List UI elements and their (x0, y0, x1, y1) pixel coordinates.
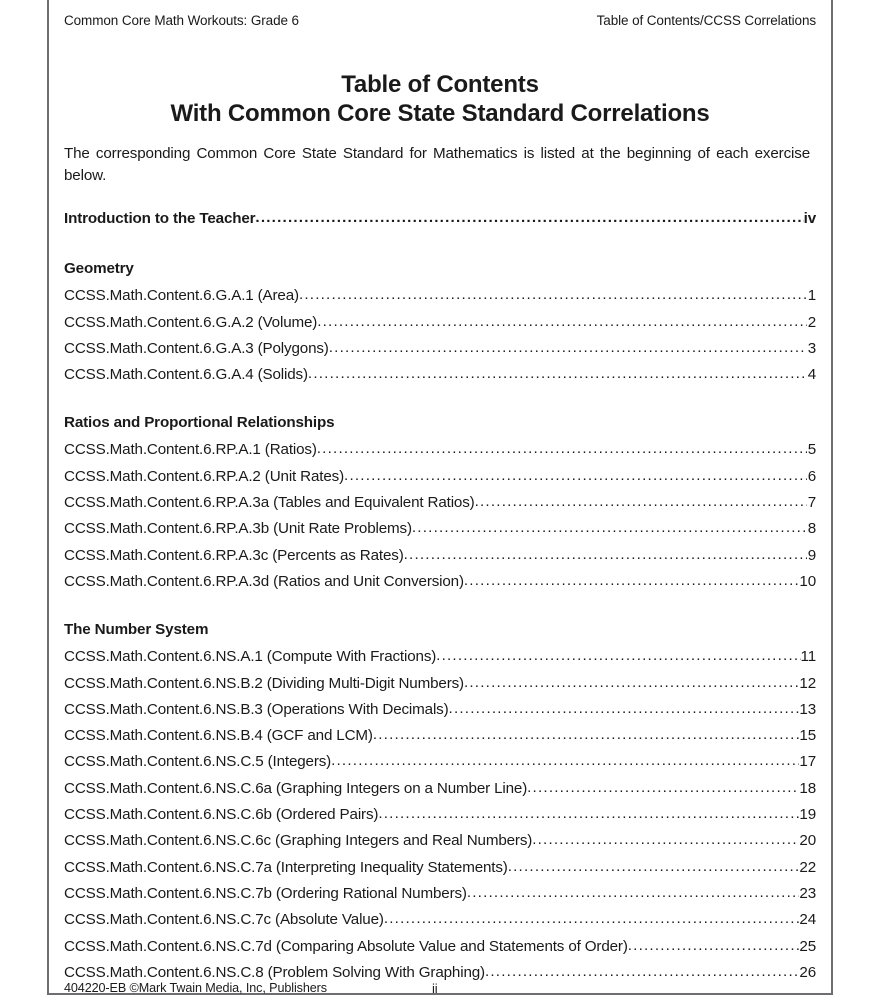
intro-paragraph: The corresponding Common Core State Standard for Mathematics is listed at the beginning of each exercise below. (64, 145, 810, 184)
dot-leader (317, 436, 807, 462)
toc-entry-label: CCSS.Math.Content.6.RP.A.3a (Tables and Equivalent Ratios) (64, 494, 475, 512)
toc-section (64, 619, 816, 986)
toc-entry-label: CCSS.Math.Content.6.G.A.4 (Solids) (64, 366, 308, 384)
toc-section (64, 412, 816, 595)
dot-leader (628, 933, 800, 959)
dot-leader (412, 515, 807, 541)
toc-entry-label: CCSS.Math.Content.6.G.A.2 (Volume) (64, 313, 318, 331)
toc-entry-label: CCSS.Math.Content.6.RP.A.3d (Ratios and Unit Conversion) (64, 572, 464, 590)
toc-entry[interactable] (64, 907, 816, 933)
table-of-contents (64, 206, 816, 986)
toc-entry-page: 9 (807, 546, 816, 564)
toc-entry[interactable] (64, 802, 816, 828)
dot-leader (317, 309, 807, 335)
dot-leader (384, 906, 800, 932)
toc-entry-page: 1 (807, 287, 816, 305)
toc-entry[interactable] (64, 828, 816, 854)
toc-entry-introduction[interactable] (64, 206, 816, 232)
toc-entry-page: 6 (807, 467, 816, 485)
toc-entry-page: 18 (799, 779, 816, 797)
toc-entry-page: 3 (807, 339, 816, 357)
toc-entry-label: CCSS.Math.Content.6.NS.C.5 (Integers) (64, 753, 332, 771)
toc-entry-page: 8 (807, 520, 816, 538)
toc-entry-page: 13 (799, 700, 816, 718)
toc-entry-label: CCSS.Math.Content.6.NS.C.7a (Interpreting Inequality Statements) (64, 858, 508, 876)
toc-entry-label: CCSS.Math.Content.6.NS.C.6b (Ordered Pairs) (64, 806, 379, 824)
toc-entry[interactable] (64, 881, 816, 907)
toc-entry-page: 19 (799, 806, 816, 824)
dot-leader (308, 361, 807, 387)
toc-entry[interactable] (64, 543, 816, 569)
dot-leader (485, 959, 799, 985)
toc-entry-label: CCSS.Math.Content.6.RP.A.2 (Unit Rates) (64, 467, 345, 485)
dot-leader (464, 568, 800, 594)
toc-entry[interactable] (64, 723, 816, 749)
toc-entry[interactable] (64, 697, 816, 723)
toc-entry-label: CCSS.Math.Content.6.NS.C.6c (Graphing Integers and Real Numbers) (64, 832, 533, 850)
toc-entry-page: 15 (799, 727, 816, 745)
toc-section-heading: Ratios and Proportional Relationships (64, 414, 335, 432)
toc-entry[interactable] (64, 362, 816, 388)
footer-folio: ii (432, 981, 438, 996)
toc-entry-label: Introduction to the Teacher (64, 210, 256, 227)
toc-entry[interactable] (64, 934, 816, 960)
toc-entry-page: 11 (800, 648, 816, 666)
toc-entry-label: CCSS.Math.Content.6.NS.C.8 (Problem Solving With Graphing) (64, 963, 485, 981)
toc-entry-page: 25 (799, 937, 816, 955)
page-content-area (64, 0, 816, 995)
toc-entry-label: CCSS.Math.Content.6.RP.A.3c (Percents as Rates) (64, 546, 404, 564)
dot-leader (331, 748, 799, 774)
toc-entry-label: CCSS.Math.Content.6.NS.B.3 (Operations With Decimals) (64, 700, 449, 718)
running-head (64, 13, 816, 28)
page-title-line-2: With Common Core State Standard Correlations (170, 100, 710, 127)
dot-leader (527, 775, 799, 801)
toc-entry[interactable] (64, 644, 816, 670)
toc-entry-page: 23 (799, 884, 816, 902)
document-page (47, 0, 833, 995)
toc-entry-label: CCSS.Math.Content.6.NS.B.4 (GCF and LCM) (64, 727, 373, 745)
toc-entry[interactable] (64, 776, 816, 802)
toc-entry[interactable] (64, 490, 816, 516)
toc-entry-label: CCSS.Math.Content.6.NS.B.2 (Dividing Multi-Digit Numbers) (64, 674, 464, 692)
toc-section (64, 258, 816, 388)
toc-entry[interactable] (64, 310, 816, 336)
toc-entry-label: CCSS.Math.Content.6.RP.A.1 (Ratios) (64, 441, 317, 459)
toc-entry[interactable] (64, 516, 816, 542)
toc-entry-page: 17 (799, 753, 816, 771)
dot-leader (449, 696, 800, 722)
toc-entry-page: 20 (799, 832, 816, 850)
dot-leader (344, 463, 807, 489)
toc-entry[interactable] (64, 749, 816, 775)
dot-leader (475, 489, 807, 515)
toc-entry[interactable] (64, 855, 816, 881)
toc-entry-label: CCSS.Math.Content.6.RP.A.3b (Unit Rate Problems) (64, 520, 412, 538)
dot-leader (378, 801, 799, 827)
toc-entry-label: CCSS.Math.Content.6.G.A.1 (Area) (64, 287, 299, 305)
dot-leader (404, 542, 807, 568)
toc-entry-label: CCSS.Math.Content.6.NS.C.7b (Ordering Rational Numbers) (64, 884, 467, 902)
dot-leader (464, 670, 799, 696)
toc-entry[interactable] (64, 437, 816, 463)
page-title (64, 70, 816, 128)
toc-entry[interactable] (64, 671, 816, 697)
toc-sections (64, 258, 816, 986)
toc-entry-page: 24 (799, 911, 816, 929)
toc-entry-label: CCSS.Math.Content.6.NS.C.7c (Absolute Value) (64, 911, 384, 929)
toc-entry[interactable] (64, 569, 816, 595)
toc-entry-page: iv (803, 210, 816, 227)
dot-leader (299, 282, 807, 308)
toc-entry-page: 12 (799, 674, 816, 692)
toc-entry-label: CCSS.Math.Content.6.NS.A.1 (Compute With Fractions) (64, 648, 437, 666)
dot-leader (532, 827, 799, 853)
toc-entry-page: 10 (799, 572, 816, 590)
footer-credit: 404220-EB ©Mark Twain Media, Inc, Publishers (64, 981, 327, 995)
toc-entry-page: 2 (807, 313, 816, 331)
toc-entry-label: CCSS.Math.Content.6.NS.C.6a (Graphing Integers on a Number Line) (64, 779, 528, 797)
toc-entry[interactable] (64, 464, 816, 490)
page-title-line-1: Table of Contents (341, 71, 539, 98)
running-head-right: Table of Contents/CCSS Correlations (596, 13, 816, 28)
toc-entry-page: 4 (807, 366, 816, 384)
dot-leader (436, 643, 800, 669)
toc-entry-page: 22 (799, 858, 816, 876)
toc-entry-label: CCSS.Math.Content.6.G.A.3 (Polygons) (64, 339, 329, 357)
dot-leader (255, 205, 803, 231)
running-head-left: Common Core Math Workouts: Grade 6 (64, 13, 299, 28)
dot-leader (508, 854, 800, 880)
toc-entry-page: 7 (807, 494, 816, 512)
toc-entry-page: 5 (807, 441, 816, 459)
toc-entry[interactable] (64, 336, 816, 362)
dot-leader (329, 335, 807, 361)
toc-section-heading: Geometry (64, 260, 134, 278)
toc-entry-page: 26 (799, 963, 816, 981)
toc-section-heading: The Number System (64, 621, 209, 639)
dot-leader (373, 722, 800, 748)
dot-leader (467, 880, 800, 906)
toc-entry[interactable] (64, 283, 816, 309)
toc-entry-label: CCSS.Math.Content.6.NS.C.7d (Comparing Absolute Value and Statements of Order) (64, 937, 628, 955)
